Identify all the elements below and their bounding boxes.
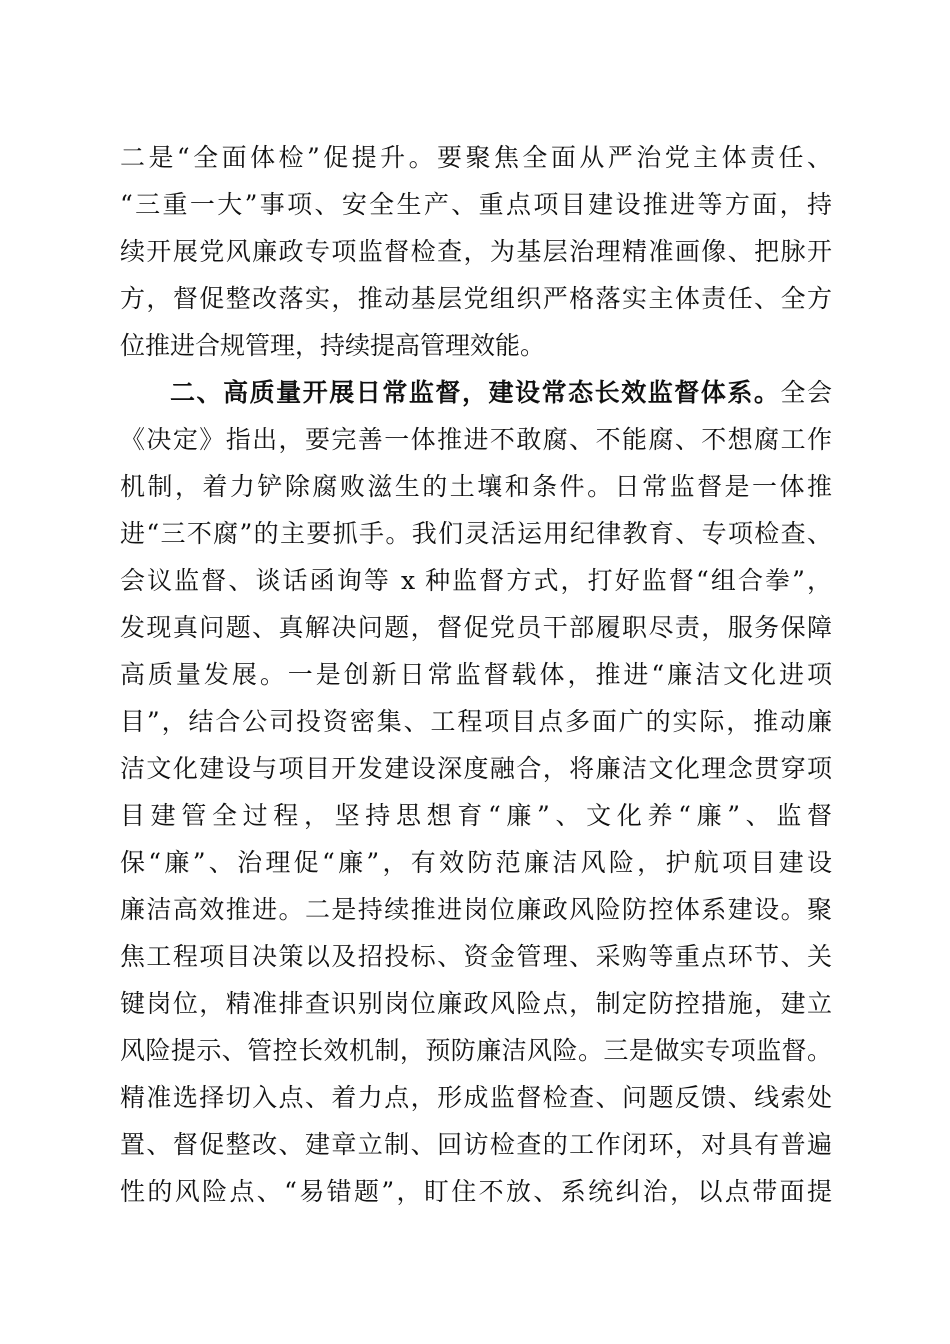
text-line: 保“廉”、治理促“廉”，有效防范廉洁风险，护航项目建设 [120, 848, 832, 877]
text-line: 进“三不腐”的主要抓手。我们灵活运用纪律教育、专项检查、 [120, 519, 832, 548]
text-line: 方，督促整改落实，推动基层党组织严格落实主体责任、全方 [120, 284, 832, 313]
document-body [120, 134, 832, 1215]
text-line: 《决定》指出，要完善一体推进不敢腐、不能腐、不想腐工作 [120, 425, 832, 454]
text-line: 洁文化建设与项目开发建设深度融合，将廉洁文化理念贯穿项 [120, 754, 832, 783]
text-line: 发现真问题、真解决问题，督促党员干部履职尽责，服务保障 [120, 613, 832, 642]
text-line: 目”，结合公司投资密集、工程项目点多面广的实际，推动廉 [120, 707, 832, 736]
text-line: “三重一大”事项、安全生产、重点项目建设推进等方面，持 [120, 190, 832, 219]
text-line: 风险提示、管控长效机制，预防廉洁风险。三是做实专项监督。 [120, 1036, 832, 1065]
text-line: 焦工程项目决策以及招投标、资金管理、采购等重点环节、关 [120, 942, 832, 971]
text-line: 位推进合规管理，持续提高管理效能。 [120, 331, 546, 360]
text-line: 廉洁高效推进。二是持续推进岗位廉政风险防控体系建设。聚 [120, 895, 832, 924]
section-heading-line [120, 369, 832, 416]
text-line: 机制，着力铲除腐败滋生的土壤和条件。日常监督是一体推 [120, 472, 832, 501]
text-line: 续开展党风廉政专项监督检查，为基层治理精准画像、把脉开 [120, 237, 832, 266]
text-line: 会议监督、谈话函询等 x 种监督方式，打好监督“组合拳”， [120, 566, 832, 595]
paragraph-daily-supervision [120, 369, 832, 1215]
text-line: 二是“全面体检”促提升。要聚焦全面从严治党主体责任、 [120, 143, 832, 172]
heading-line-rest: 全会 [780, 378, 832, 407]
text-line: 目建管全过程，坚持思想育“廉”、文化养“廉”、监督 [120, 801, 832, 830]
text-line: 键岗位，精准排查识别岗位廉政风险点，制定防控措施，建立 [120, 989, 832, 1018]
text-line: 置、督促整改、建章立制、回访检查的工作闭环，对具有普遍 [120, 1130, 832, 1159]
section-heading: 二、高质量开展日常监督，建设常态长效监督体系。 [170, 378, 781, 407]
text-line: 精准选择切入点、着力点，形成监督检查、问题反馈、线索处 [120, 1083, 832, 1112]
text-line: 高质量发展。一是创新日常监督载体，推进“廉洁文化进项 [120, 660, 832, 689]
text-line: 性的风险点、“易错题”，盯住不放、系统纠治，以点带面提 [120, 1177, 832, 1206]
paragraph-full-inspection [120, 134, 832, 369]
